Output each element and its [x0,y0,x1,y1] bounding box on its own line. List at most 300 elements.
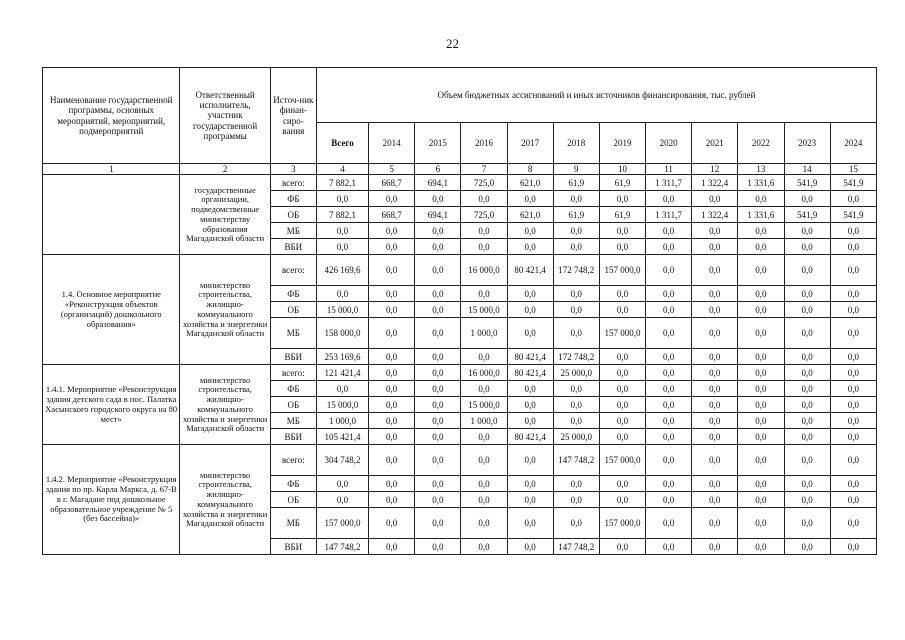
year-value: 0,0 [507,286,553,302]
year-value: 0,0 [461,445,507,476]
year-value: 172 748,2 [553,349,599,365]
year-value: 157 000,0 [599,255,645,286]
table-row [43,255,877,286]
year-value: 0,0 [369,223,415,239]
header-year: 2021 [692,123,738,164]
column-number: 4 [316,164,368,175]
year-value: 0,0 [599,476,645,492]
year-value: 0,0 [738,239,784,255]
year-value: 0,0 [369,492,415,508]
year-value: 0,0 [830,539,876,555]
year-value: 0,0 [369,239,415,255]
year-value: 0,0 [646,318,692,349]
year-value: 0,0 [692,223,738,239]
year-value: 0,0 [784,539,830,555]
year-value: 147 748,2 [553,539,599,555]
total-value: 15 000,0 [316,302,368,318]
year-value: 0,0 [369,539,415,555]
header-year: 2015 [415,123,461,164]
year-value: 0,0 [830,223,876,239]
year-value: 0,0 [415,397,461,413]
year-value: 0,0 [553,397,599,413]
year-value: 1 322,4 [692,207,738,223]
year-value: 0,0 [553,508,599,539]
year-value: 0,0 [784,349,830,365]
page-number: 22 [446,36,459,51]
year-value: 0,0 [738,223,784,239]
year-value: 0,0 [553,476,599,492]
year-value: 0,0 [646,413,692,429]
total-value: 105 421,4 [316,429,368,445]
year-value: 0,0 [507,508,553,539]
year-value: 0,0 [830,508,876,539]
year-value: 0,0 [784,413,830,429]
total-value: 0,0 [316,286,368,302]
year-value: 0,0 [830,286,876,302]
year-value: 0,0 [415,492,461,508]
year-value: 0,0 [830,255,876,286]
total-value: 253 169,6 [316,349,368,365]
year-value: 0,0 [461,191,507,207]
header-year: 2014 [369,123,415,164]
header-year: 2022 [738,123,784,164]
total-value: 15 000,0 [316,397,368,413]
header-year: 2023 [784,123,830,164]
year-value: 541,9 [830,175,876,191]
year-value: 25 000,0 [553,365,599,381]
year-value: 0,0 [461,492,507,508]
year-value: 0,0 [553,286,599,302]
year-value: 0,0 [553,302,599,318]
year-value: 541,9 [784,175,830,191]
year-value: 0,0 [599,381,645,397]
year-value: 0,0 [738,381,784,397]
year-value: 0,0 [646,255,692,286]
column-number: 11 [646,164,692,175]
year-value: 0,0 [830,349,876,365]
year-value: 80 421,4 [507,349,553,365]
header-year: 2019 [599,123,645,164]
column-number: 14 [784,164,830,175]
year-value: 0,0 [646,286,692,302]
program-name: 1.4. Основное мероприятие «Реконструкция объектов (организаций) дошкольного образования» [43,255,180,365]
year-value: 0,0 [507,492,553,508]
year-value: 1 000,0 [461,318,507,349]
year-value: 541,9 [784,207,830,223]
year-value: 0,0 [507,539,553,555]
year-value: 157 000,0 [599,318,645,349]
year-value: 0,0 [830,381,876,397]
total-value: 1 000,0 [316,413,368,429]
year-value: 0,0 [415,429,461,445]
program-name: 1.4.1. Мероприятие «Реконструкция здания детского сада в пос. Палатка Хасынского городского округа на 80 мест» [43,365,180,445]
year-value: 0,0 [599,397,645,413]
column-number: 6 [415,164,461,175]
year-value: 0,0 [784,286,830,302]
year-value: 0,0 [599,492,645,508]
year-value: 0,0 [415,239,461,255]
funding-source: ВБИ [270,539,316,555]
year-value: 0,0 [553,239,599,255]
column-number: 12 [692,164,738,175]
year-value: 0,0 [553,223,599,239]
column-number: 2 [180,164,270,175]
column-number: 7 [461,164,507,175]
year-value: 80 421,4 [507,255,553,286]
funding-source: ОБ [270,207,316,223]
year-value: 0,0 [784,381,830,397]
year-value: 0,0 [415,191,461,207]
year-value: 0,0 [692,302,738,318]
year-value: 0,0 [784,239,830,255]
year-value: 0,0 [784,508,830,539]
year-value: 621,0 [507,175,553,191]
year-value: 0,0 [599,191,645,207]
total-value: 0,0 [316,492,368,508]
year-value: 0,0 [369,397,415,413]
year-value: 0,0 [784,429,830,445]
program-name: 1.4.2. Мероприятие «Реконструкция здания по пр. Карла Маркса, д. 67-В в г. Магадане под дошкольное образовательное учреждение № 5 (без бассейна)» [43,445,180,555]
year-value: 0,0 [830,365,876,381]
total-value: 0,0 [316,381,368,397]
year-value: 0,0 [369,476,415,492]
year-value: 1 311,7 [646,207,692,223]
year-value: 0,0 [507,302,553,318]
funding-source: всего: [270,365,316,381]
total-value: 7 882,1 [316,207,368,223]
year-value: 0,0 [415,476,461,492]
year-value: 0,0 [692,492,738,508]
year-value: 0,0 [738,539,784,555]
year-value: 0,0 [738,476,784,492]
total-value: 0,0 [316,476,368,492]
year-value: 1 331,6 [738,175,784,191]
year-value: 0,0 [415,413,461,429]
year-value: 0,0 [553,492,599,508]
year-value: 0,0 [461,239,507,255]
column-number: 5 [369,164,415,175]
year-value: 0,0 [599,349,645,365]
year-value: 0,0 [692,286,738,302]
funding-source: ОБ [270,302,316,318]
year-value: 0,0 [830,318,876,349]
funding-source: всего: [270,255,316,286]
year-value: 0,0 [738,492,784,508]
total-value: 121 421,4 [316,365,368,381]
year-value: 0,0 [646,223,692,239]
year-value: 25 000,0 [553,429,599,445]
executor: министерство строительства, жилищно-коммунального хозяйства и энергетики Магаданской области [180,445,270,555]
year-value: 668,7 [369,207,415,223]
year-value: 0,0 [784,476,830,492]
year-value: 1 322,4 [692,175,738,191]
year-value: 0,0 [646,349,692,365]
header-year: 2016 [461,123,507,164]
year-value: 0,0 [415,365,461,381]
year-value: 0,0 [646,429,692,445]
year-value: 0,0 [599,429,645,445]
year-value: 0,0 [415,223,461,239]
program-name [43,175,180,255]
year-value: 0,0 [507,223,553,239]
year-value: 0,0 [738,191,784,207]
year-value: 0,0 [738,255,784,286]
total-value: 7 882,1 [316,175,368,191]
year-value: 621,0 [507,207,553,223]
year-value: 0,0 [415,349,461,365]
year-value: 0,0 [830,191,876,207]
total-value: 0,0 [316,191,368,207]
year-value: 0,0 [692,476,738,492]
year-value: 0,0 [692,445,738,476]
year-value: 0,0 [646,302,692,318]
year-value: 725,0 [461,207,507,223]
year-value: 15 000,0 [461,397,507,413]
column-number: 8 [507,164,553,175]
year-value: 0,0 [599,286,645,302]
year-value: 0,0 [646,381,692,397]
year-value: 668,7 [369,175,415,191]
year-value: 0,0 [507,381,553,397]
year-value: 0,0 [738,365,784,381]
year-value: 0,0 [738,318,784,349]
total-value: 426 169,6 [316,255,368,286]
year-value: 0,0 [738,286,784,302]
year-value: 0,0 [461,223,507,239]
column-number: 13 [738,164,784,175]
table-row [43,175,877,191]
year-value: 0,0 [507,397,553,413]
year-value: 0,0 [369,429,415,445]
funding-source: ВБИ [270,349,316,365]
year-value: 0,0 [507,445,553,476]
funding-source: МБ [270,223,316,239]
year-value: 0,0 [415,539,461,555]
header-name: Наименование государственной программы, основных мероприятий, мероприятий, подмероприятий [43,68,180,164]
year-value: 0,0 [738,508,784,539]
year-value: 0,0 [646,508,692,539]
total-value: 147 748,2 [316,539,368,555]
year-value: 0,0 [369,381,415,397]
funding-source: МБ [270,508,316,539]
year-value: 0,0 [461,508,507,539]
year-value: 0,0 [507,318,553,349]
year-value: 0,0 [692,318,738,349]
header-source: Источ-ник финан-сиро-вания [270,68,316,164]
year-value: 0,0 [692,413,738,429]
column-number: 1 [43,164,180,175]
funding-source: всего: [270,445,316,476]
funding-source: МБ [270,413,316,429]
column-number: 3 [270,164,316,175]
year-value: 0,0 [599,539,645,555]
year-value: 0,0 [507,413,553,429]
year-value: 0,0 [784,492,830,508]
funding-source: ВБИ [270,239,316,255]
year-value: 1 331,6 [738,207,784,223]
year-value: 0,0 [692,381,738,397]
year-value: 0,0 [692,239,738,255]
year-value: 0,0 [553,318,599,349]
executor: министерство строительства, жилищно-коммунального хозяйства и энергетики Магаданской области [180,255,270,365]
year-value: 157 000,0 [599,445,645,476]
funding-source: всего: [270,175,316,191]
year-value: 0,0 [646,239,692,255]
year-value: 0,0 [461,476,507,492]
year-value: 61,9 [599,207,645,223]
header-executor: Ответственный исполнитель, участник государственной программы [180,68,270,164]
year-value: 0,0 [692,191,738,207]
executor: министерство строительства, жилищно-коммунального хозяйства и энергетики Магаданской области [180,365,270,445]
year-value: 0,0 [415,445,461,476]
year-value: 0,0 [369,255,415,286]
table-row [43,365,877,381]
year-value: 0,0 [599,413,645,429]
year-value: 0,0 [830,239,876,255]
funding-source: ВБИ [270,429,316,445]
funding-source: ФБ [270,476,316,492]
year-value: 16 000,0 [461,365,507,381]
column-number: 15 [830,164,876,175]
year-value: 0,0 [369,349,415,365]
year-value: 0,0 [784,397,830,413]
year-value: 725,0 [461,175,507,191]
year-value: 15 000,0 [461,302,507,318]
header-total: Всего [316,123,368,164]
year-value: 0,0 [415,255,461,286]
year-value: 0,0 [461,381,507,397]
year-value: 0,0 [784,302,830,318]
total-value: 158 000,0 [316,318,368,349]
header-year: 2020 [646,123,692,164]
year-value: 0,0 [415,286,461,302]
year-value: 0,0 [692,429,738,445]
year-value: 0,0 [784,318,830,349]
year-value: 0,0 [599,223,645,239]
header-volume: Объем бюджетных ассигнований и иных источников финансирования, тыс. рублей [316,68,876,123]
funding-source: ФБ [270,381,316,397]
year-value: 0,0 [830,429,876,445]
total-value: 157 000,0 [316,508,368,539]
year-value: 0,0 [553,191,599,207]
year-value: 80 421,4 [507,365,553,381]
year-value: 0,0 [369,302,415,318]
year-value: 0,0 [369,365,415,381]
year-value: 0,0 [461,349,507,365]
year-value: 0,0 [507,476,553,492]
year-value: 0,0 [646,539,692,555]
year-value: 541,9 [830,207,876,223]
year-value: 0,0 [784,223,830,239]
year-value: 61,9 [553,175,599,191]
year-value: 694,1 [415,207,461,223]
year-value: 0,0 [599,365,645,381]
year-value: 80 421,4 [507,429,553,445]
header-year: 2018 [553,123,599,164]
year-value: 0,0 [369,508,415,539]
year-value: 0,0 [784,191,830,207]
table-row [43,445,877,476]
funding-source: ФБ [270,191,316,207]
year-value: 0,0 [830,397,876,413]
year-value: 0,0 [830,492,876,508]
executor: государственные организации, подведомственные министерству образования Магаданской области [180,175,270,255]
year-value: 0,0 [692,349,738,365]
header-year: 2024 [830,123,876,164]
year-value: 0,0 [784,445,830,476]
year-value: 0,0 [738,302,784,318]
header-year: 2017 [507,123,553,164]
year-value: 0,0 [369,413,415,429]
year-value: 0,0 [692,539,738,555]
year-value: 0,0 [415,508,461,539]
year-value: 0,0 [830,445,876,476]
year-value: 0,0 [784,365,830,381]
year-value: 0,0 [553,381,599,397]
year-value: 0,0 [830,302,876,318]
year-value: 0,0 [738,397,784,413]
total-value: 304 748,2 [316,445,368,476]
year-value: 0,0 [646,365,692,381]
year-value: 0,0 [507,239,553,255]
year-value: 694,1 [415,175,461,191]
budget-table [42,67,877,555]
year-value: 0,0 [369,318,415,349]
funding-source: ОБ [270,492,316,508]
year-value: 0,0 [461,539,507,555]
column-number: 9 [553,164,599,175]
year-value: 0,0 [646,476,692,492]
funding-source: ФБ [270,286,316,302]
year-value: 0,0 [738,445,784,476]
year-value: 147 748,2 [553,445,599,476]
total-value: 0,0 [316,223,368,239]
column-number: 10 [599,164,645,175]
year-value: 0,0 [461,286,507,302]
year-value: 0,0 [692,508,738,539]
total-value: 0,0 [316,239,368,255]
year-value: 157 000,0 [599,508,645,539]
year-value: 0,0 [369,286,415,302]
year-value: 0,0 [830,476,876,492]
funding-source: ОБ [270,397,316,413]
year-value: 0,0 [692,255,738,286]
year-value: 0,0 [507,191,553,207]
year-value: 0,0 [784,255,830,286]
year-value: 0,0 [646,445,692,476]
year-value: 0,0 [369,191,415,207]
year-value: 0,0 [599,239,645,255]
year-value: 0,0 [830,413,876,429]
year-value: 0,0 [461,429,507,445]
year-value: 0,0 [369,445,415,476]
year-value: 1 000,0 [461,413,507,429]
year-value: 0,0 [599,302,645,318]
year-value: 0,0 [646,191,692,207]
year-value: 0,0 [646,397,692,413]
year-value: 61,9 [599,175,645,191]
year-value: 0,0 [738,429,784,445]
year-value: 0,0 [692,397,738,413]
year-value: 0,0 [415,302,461,318]
year-value: 61,9 [553,207,599,223]
year-value: 172 748,2 [553,255,599,286]
year-value: 0,0 [415,381,461,397]
year-value: 0,0 [738,349,784,365]
funding-source: МБ [270,318,316,349]
year-value: 16 000,0 [461,255,507,286]
year-value: 0,0 [692,365,738,381]
